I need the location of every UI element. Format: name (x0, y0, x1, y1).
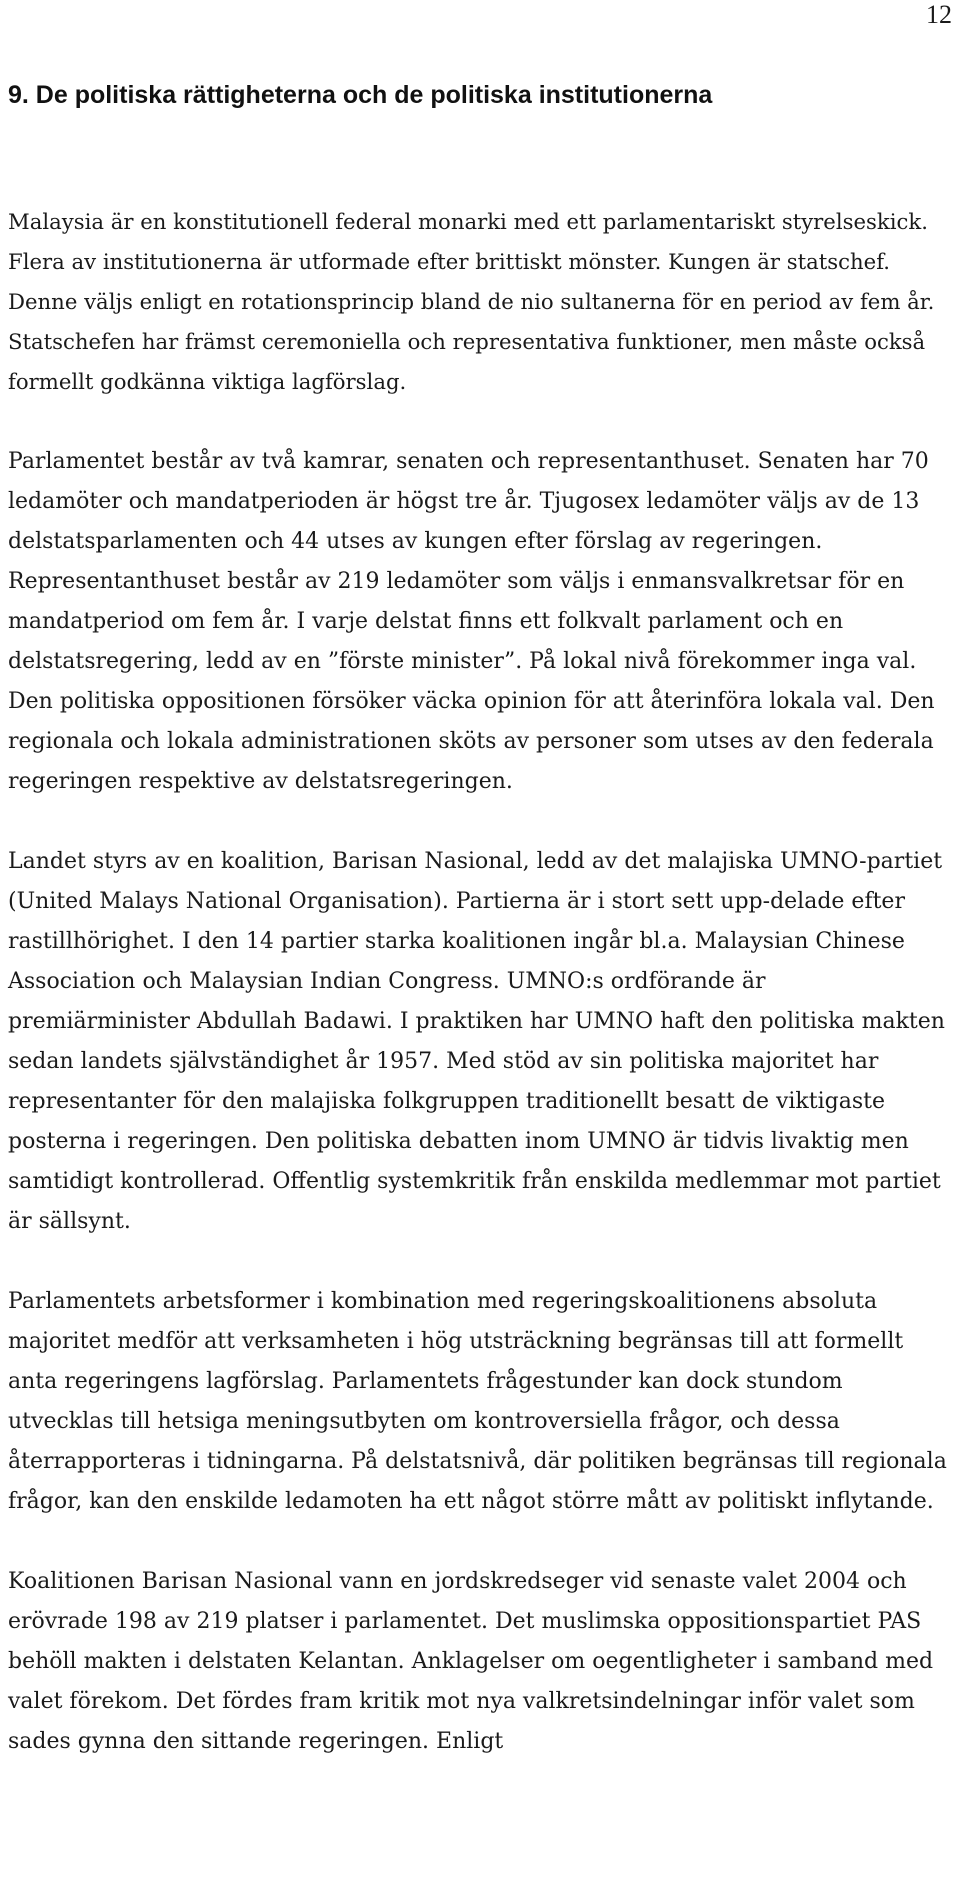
paragraph-parliament-work: Parlamentets arbetsformer i kombination med regeringskoalitionens absoluta majoritet medför att verksamheten i hög utsträckning begränsas till att formellt anta regeringens lagförslag. Parlamentets frågestunder kan dock stundom utvecklas till hetsiga meningsutbyten om kontroversiella frågor, och dessa återrapporteras i tidningarna. På delstatsnivå, där politiken begränsas till regionala frågor, kan den enskilde ledamoten ha ett något större mått av politiskt inflytande. (8, 1289, 947, 1514)
body-text (8, 202, 953, 1802)
paragraph-election: Koalitionen Barisan Nasional vann en jordskredseger vid senaste valet 2004 och erövrade 198 av 219 platser i parlamentet. Det muslimska oppositionspartiet PAS behöll makten i delstaten Kelantan. Anklagelser om oegentligheter i samband med valet förekom. Det fördes fram kritik mot nya valkretsindelningar inför valet som sades gynna den sittande regeringen. Enligt (8, 1569, 934, 1754)
page-number: 12 (926, 0, 952, 29)
paragraph-coalition: Landet styrs av en koalition, Barisan Nasional, ledd av det malajiska UMNO-partiet (United Malays National Organisation). Partierna är i stort sett upp-delade efter rastillhörighet. I den 14 partier starka koalitionen ingår bl.a. Malaysian Chinese Association och Malaysian Indian Congress. UMNO:s ordförande är premiärminister Abdullah Badawi. I praktiken har UMNO haft den politiska makten sedan landets självständighet år 1957. Med stöd av sin politiska majoritet har representanter för den malajiska folkgruppen traditionellt besatt de viktigaste posterna i regeringen. Den politiska debatten inom UMNO är tidvis livaktig men samtidigt kontrollerad. Offentlig systemkritik från enskilda medlemmar mot partiet är sällsynt. (8, 849, 945, 1234)
paragraph-intro: Malaysia är en konstitutionell federal monarki med ett parlamentariskt styrelseskick. Flera av institutionerna är utformade efter brittiskt mönster. Kungen är statschef. Denne väljs enligt en rotationsprincip bland de nio sultanerna för en period av fem år. Statschefen har främst ceremoniella och representativa funktioner, men måste också formellt godkänna viktiga lagförslag. (8, 209, 935, 394)
section-heading: 9. De politiska rättigheterna och de politiska institutionerna (8, 81, 713, 109)
paragraph-parliament: Parlamentet består av två kamrar, senaten och representanthuset. Senaten har 70 ledamöter och mandatperioden är högst tre år. Tjugosex ledamöter väljs av de 13 delstatsparlamenten och 44 utses av kungen efter förslag av regeringen. Representanthuset består av 219 ledamöter som väljs i enmansvalkretsar för en mandatperiod om fem år. I varje delstat finns ett folkvalt parlament och en delstatsregering, ledd av en ”förste minister”. På lokal nivå förekommer inga val. Den politiska oppositionen försöker väcka opinion för att återinföra lokala val. Den regionala och lokala administrationen sköts av personer som utses av den federala regeringen respektive av delstatsregeringen. (8, 449, 935, 794)
